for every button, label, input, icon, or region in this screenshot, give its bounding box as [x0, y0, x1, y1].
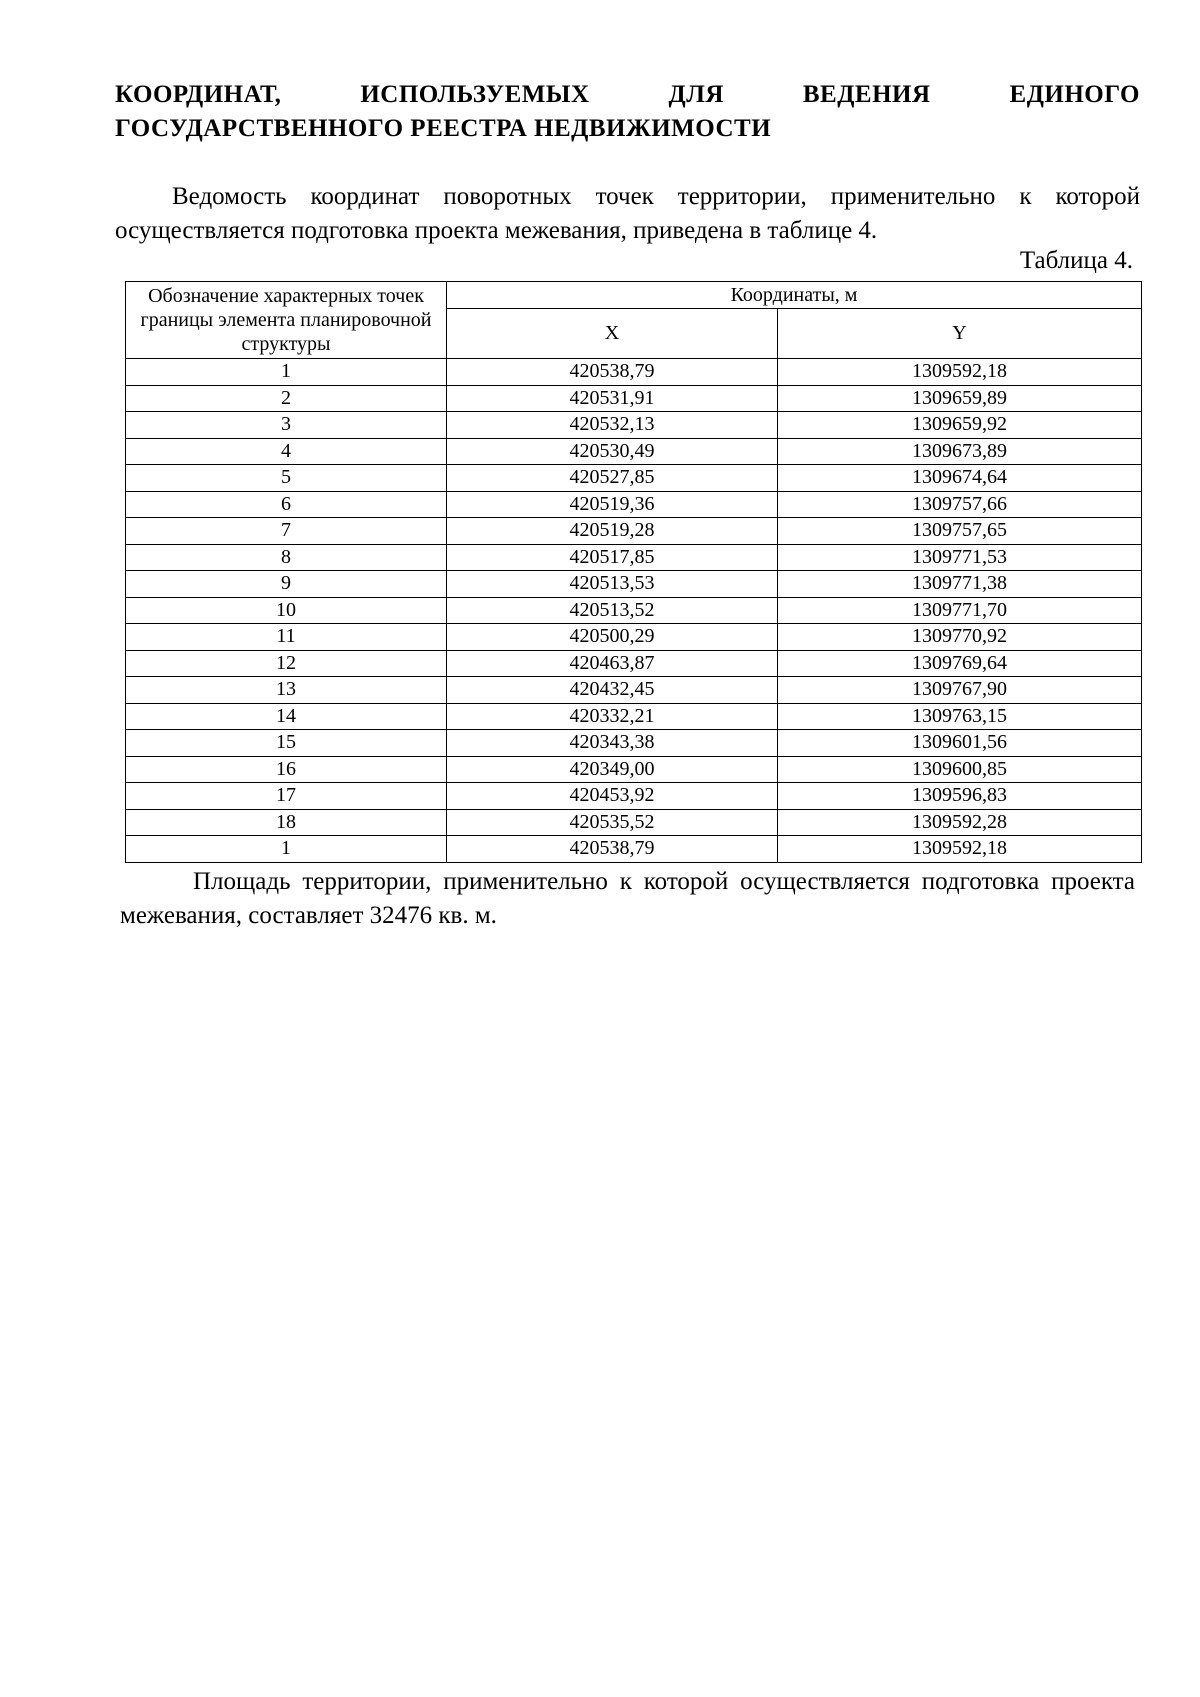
table-row [126, 438, 1142, 465]
cell-point: 16 [126, 756, 447, 783]
table-row [126, 730, 1142, 757]
cell-x: 420343,38 [447, 730, 778, 757]
cell-y: 1309674,64 [778, 465, 1142, 492]
cell-y: 1309757,65 [778, 518, 1142, 545]
table-row [126, 783, 1142, 810]
cell-x: 420527,85 [447, 465, 778, 492]
cell-x: 420535,52 [447, 809, 778, 836]
cell-point: 1 [126, 836, 447, 863]
table-row [126, 809, 1142, 836]
heading-word: ИСПОЛЬЗУЕМЫХ [360, 81, 590, 108]
cell-y: 1309659,89 [778, 385, 1142, 412]
cell-point: 8 [126, 544, 447, 571]
cell-y: 1309757,66 [778, 491, 1142, 518]
table-row [126, 359, 1142, 386]
heading-word: ВЕДЕНИЯ [802, 81, 931, 108]
cell-point: 18 [126, 809, 447, 836]
table-row [126, 465, 1142, 492]
table-row [126, 385, 1142, 412]
cell-point: 6 [126, 491, 447, 518]
cell-x: 420453,92 [447, 783, 778, 810]
cell-point: 10 [126, 597, 447, 624]
cell-y: 1309592,18 [778, 359, 1142, 386]
table-row [126, 597, 1142, 624]
cell-x: 420349,00 [447, 756, 778, 783]
header-x: X [447, 309, 778, 359]
cell-point: 12 [126, 650, 447, 677]
cell-y: 1309771,53 [778, 544, 1142, 571]
table-row [126, 624, 1142, 651]
cell-point: 13 [126, 677, 447, 704]
table-row [126, 491, 1142, 518]
header-coordinates: Координаты, м [447, 282, 1142, 309]
cell-y: 1309659,92 [778, 412, 1142, 439]
cell-point: 9 [126, 571, 447, 598]
cell-y: 1309769,64 [778, 650, 1142, 677]
cell-point: 4 [126, 438, 447, 465]
table-row [126, 571, 1142, 598]
heading-word: КООРДИНАТ, [115, 81, 282, 108]
cell-x: 420538,79 [447, 359, 778, 386]
cell-x: 420463,87 [447, 650, 778, 677]
heading-line-2: ГОСУДАРСТВЕННОГО РЕЕСТРА НЕДВИЖИМОСТИ [115, 115, 772, 142]
cell-y: 1309592,18 [778, 836, 1142, 863]
intro-paragraph: Ведомость координат поворотных точек территории, применительно к которой осуществляется подготовка проекта межевания, приведена в таблице 4. [115, 183, 1140, 244]
cell-x: 420538,79 [447, 836, 778, 863]
cell-x: 420517,85 [447, 544, 778, 571]
cell-point: 5 [126, 465, 447, 492]
cell-point: 3 [126, 412, 447, 439]
table-row [126, 836, 1142, 863]
cell-y: 1309601,56 [778, 730, 1142, 757]
cell-y: 1309592,28 [778, 809, 1142, 836]
table-row [126, 650, 1142, 677]
cell-point: 14 [126, 703, 447, 730]
cell-y: 1309767,90 [778, 677, 1142, 704]
cell-x: 420532,13 [447, 412, 778, 439]
cell-point: 7 [126, 518, 447, 545]
cell-x: 420519,36 [447, 491, 778, 518]
cell-x: 420513,53 [447, 571, 778, 598]
cell-y: 1309673,89 [778, 438, 1142, 465]
cell-x: 420519,28 [447, 518, 778, 545]
cell-x: 420432,45 [447, 677, 778, 704]
cell-x: 420332,21 [447, 703, 778, 730]
table-row [126, 412, 1142, 439]
header-point-designation: Обозначение характерных точек границы элемента планировочной структуры [126, 282, 447, 359]
cell-point: 17 [126, 783, 447, 810]
document-heading [115, 78, 1140, 146]
cell-y: 1309770,92 [778, 624, 1142, 651]
heading-word: ЕДИНОГО [1009, 81, 1140, 108]
table-row [126, 756, 1142, 783]
cell-point: 15 [126, 730, 447, 757]
heading-line-1 [115, 78, 1140, 112]
cell-y: 1309771,70 [778, 597, 1142, 624]
cell-y: 1309596,83 [778, 783, 1142, 810]
cell-y: 1309771,38 [778, 571, 1142, 598]
coordinates-table [125, 281, 1142, 863]
cell-point: 1 [126, 359, 447, 386]
cell-x: 420500,29 [447, 624, 778, 651]
cell-point: 11 [126, 624, 447, 651]
table-caption: Таблица 4. [1019, 247, 1133, 274]
cell-x: 420531,91 [447, 385, 778, 412]
heading-word: ДЛЯ [668, 81, 724, 108]
cell-x: 420530,49 [447, 438, 778, 465]
header-y: Y [778, 309, 1142, 359]
cell-x: 420513,52 [447, 597, 778, 624]
table-row [126, 677, 1142, 704]
cell-y: 1309600,85 [778, 756, 1142, 783]
table-row [126, 544, 1142, 571]
cell-y: 1309763,15 [778, 703, 1142, 730]
area-paragraph: Площадь территории, применительно к которой осуществляется подготовка проекта межевания, составляет 32476 кв. м. [120, 868, 1135, 929]
table-row [126, 518, 1142, 545]
table-row [126, 703, 1142, 730]
cell-point: 2 [126, 385, 447, 412]
